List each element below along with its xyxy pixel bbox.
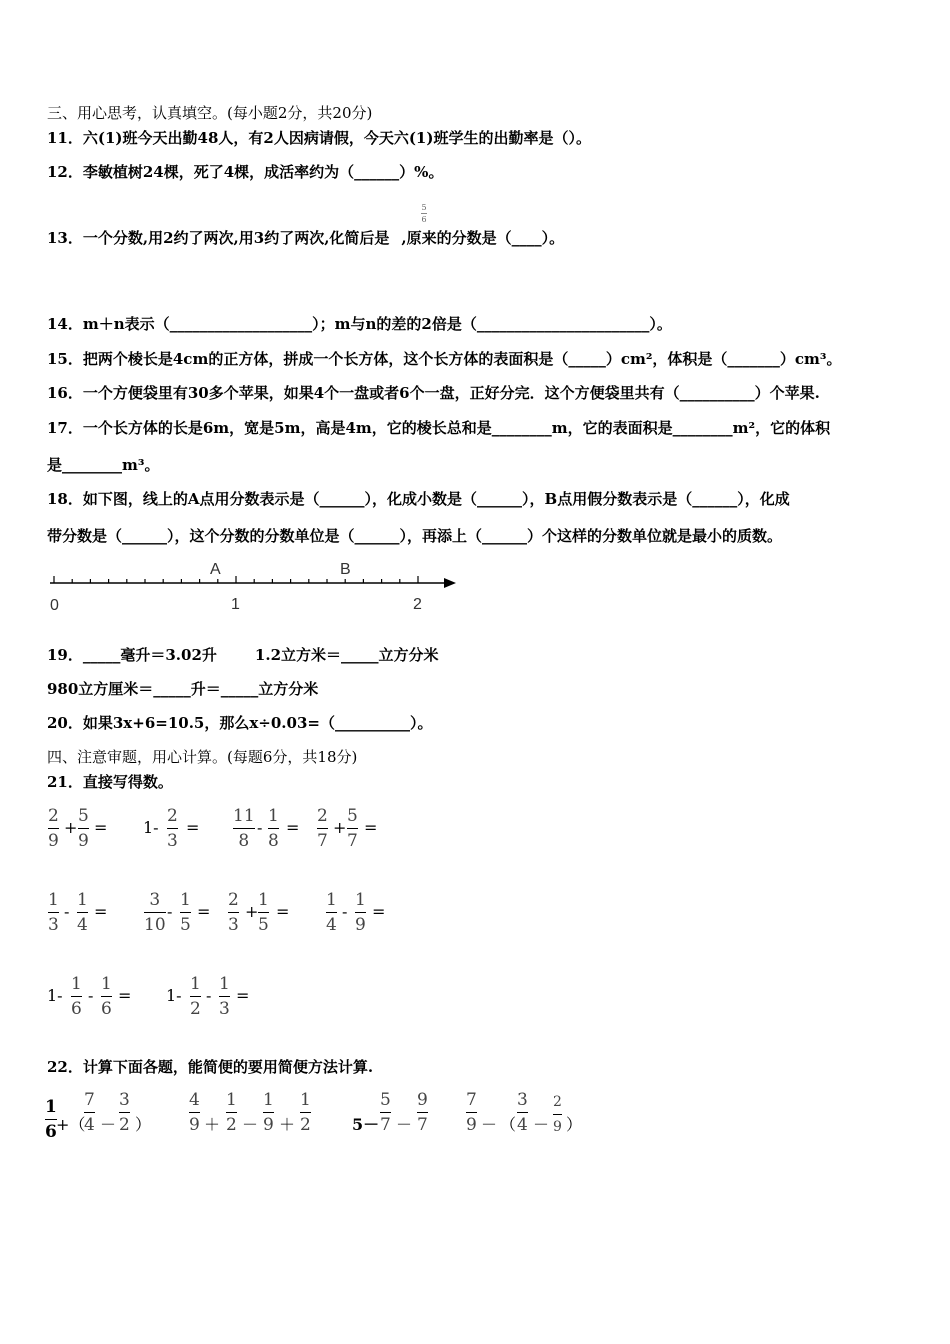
- question-12: 12．李敏植树24棵，死了4棵，成活率约为（______）%。: [47, 163, 444, 181]
- fraction: 5 9: [78, 806, 89, 851]
- tick-label-2: 2: [413, 596, 422, 613]
- fraction: 1 5: [258, 890, 269, 935]
- question-18-line2: 带分数是（______），这个分数的分数单位是（______），再添上（______）个这样的分数单位就是最小的质数。: [47, 527, 783, 545]
- point-a-label: A: [210, 561, 221, 578]
- question-19-part1: 19．_____毫升＝3.02升: [47, 646, 217, 664]
- question-14: 14．m＋n表示（___________________）；m与n的差的2倍是（_______________________）。: [47, 315, 672, 333]
- plus-sign: +: [333, 818, 347, 837]
- question-11: 11．六(1)班今天出勤48人，有2人因病请假，今天六(1)班学生的出勤率是（）。: [47, 129, 591, 147]
- plus-sign: +: [245, 902, 259, 921]
- question-17-line2: 是________m³。: [47, 456, 160, 474]
- minus-sign: －: [100, 1115, 117, 1134]
- equals-sign: =: [186, 818, 200, 837]
- tick-label-0: 0: [50, 597, 59, 614]
- equals-sign: =: [276, 902, 290, 921]
- minus-sign: －: [533, 1115, 550, 1134]
- fraction: 11 8: [233, 806, 255, 851]
- minus-sign: -: [64, 902, 70, 921]
- equals-sign: =: [372, 902, 386, 921]
- tick-label-1: 1: [231, 596, 240, 613]
- question-17-line1: 17．一个长方体的长是6m，宽是5m，高是4m，它的棱长总和是________m，它的表面积是________m²，它的体积: [47, 419, 831, 437]
- number-line: [44, 558, 464, 618]
- fraction: 3 10: [144, 890, 166, 935]
- section-3-header: 三、用心思考，认真填空。(每小题2分，共20分): [47, 104, 373, 122]
- number-line-arrow: [444, 578, 456, 588]
- fraction: 1 3: [219, 974, 230, 1019]
- fraction-denominator: 6: [421, 215, 427, 224]
- minus-sign: -: [206, 986, 212, 1005]
- fraction: 2 9: [48, 806, 59, 851]
- fraction: 2 3: [228, 890, 239, 935]
- plus-sign: ＋: [204, 1115, 221, 1134]
- fraction: 1 4: [77, 890, 88, 935]
- fraction: 1 2: [190, 974, 201, 1019]
- question-16: 16．一个方便袋里有30多个苹果，如果4个一盘或者6个一盘，正好分完．这个方便袋里共有（__________）个苹果.: [47, 384, 820, 402]
- question-15: 15．把两个棱长是4cm的正方体，拼成一个长方体，这个长方体的表面积是（_____）cm²，体积是（_______）cm³。: [47, 350, 842, 368]
- question-13-before: 13．一个分数,用2约了两次,用3约了两次,化简后是: [47, 229, 390, 247]
- fraction: 7 4: [84, 1090, 95, 1135]
- question-22-title: 22．计算下面各题，能简便的要用简便方法计算.: [47, 1058, 374, 1076]
- plus-open-paren: +（: [56, 1115, 86, 1134]
- fraction-numerator: 5: [421, 203, 427, 212]
- minus-sign: -: [257, 818, 263, 837]
- minus-sign: -: [167, 902, 173, 921]
- fraction: 1 8: [268, 806, 279, 851]
- close-paren: ）: [135, 1115, 152, 1134]
- fraction: 7 9: [466, 1090, 477, 1135]
- equals-sign: =: [286, 818, 300, 837]
- question-19-line1: [47, 645, 439, 665]
- equals-sign: =: [94, 818, 108, 837]
- one-minus: 1-: [47, 986, 63, 1005]
- close-paren: ）: [566, 1115, 583, 1134]
- fraction: 1 4: [326, 890, 337, 935]
- fraction: 1 6: [101, 974, 112, 1019]
- question-19-line2: 980立方厘米＝_____升＝_____立方分米: [47, 680, 319, 698]
- equals-sign: =: [236, 986, 250, 1005]
- five-minus: 5－: [352, 1115, 380, 1134]
- fraction: 1 5: [180, 890, 191, 935]
- fraction: 3 2: [119, 1090, 130, 1135]
- equals-sign: =: [118, 986, 132, 1005]
- fraction: 1 3: [48, 890, 59, 935]
- fraction: 2 3: [167, 806, 178, 851]
- question-13-after: ,原来的分数是（____）。: [401, 229, 565, 247]
- fraction: 1 9: [355, 890, 366, 935]
- equals-sign: =: [94, 902, 108, 921]
- one-minus: 1-: [143, 818, 159, 837]
- plus-sign: +: [64, 818, 78, 837]
- question-18-line1: 18．如下图，线上的A点用分数表示是（______），化成小数是（______），B点用假分数表示是（______），化成: [47, 490, 790, 508]
- fraction: 9 7: [417, 1090, 428, 1135]
- fraction: 2 9: [553, 1094, 562, 1135]
- equals-sign: =: [197, 902, 211, 921]
- minus-sign: -: [342, 902, 348, 921]
- plus-sign: ＋: [279, 1115, 296, 1134]
- equals-sign: =: [364, 818, 378, 837]
- one-minus: 1-: [166, 986, 182, 1005]
- fraction: 1 9: [263, 1090, 274, 1135]
- fraction: 5 7: [380, 1090, 391, 1135]
- question-21-title: 21．直接写得数。: [47, 773, 173, 791]
- minus-sign: -: [88, 986, 94, 1005]
- fraction: 1 2: [226, 1090, 237, 1135]
- open-paren: （: [500, 1115, 517, 1134]
- fraction: 1 2: [300, 1090, 311, 1135]
- minus-sign: －: [481, 1115, 498, 1134]
- fraction: 4 9: [189, 1090, 200, 1135]
- fraction: 3 4: [517, 1090, 528, 1135]
- number-line-ticks: [54, 576, 418, 583]
- fraction: 5 7: [347, 806, 358, 851]
- fraction: 1 6: [45, 1097, 57, 1142]
- question-19-part2: 1.2立方米＝_____立方分米: [254, 646, 439, 664]
- minus-sign: －: [242, 1115, 259, 1134]
- fraction: 1 6: [71, 974, 82, 1019]
- question-13: [47, 228, 564, 248]
- minus-sign: －: [396, 1115, 413, 1134]
- section-4-header: 四、注意审题，用心计算。(每题6分，共18分): [47, 748, 358, 766]
- point-b-label: B: [340, 561, 351, 578]
- fraction: 2 7: [317, 806, 328, 851]
- question-13-fraction: [421, 203, 427, 224]
- question-20: 20．如果3x+6=10.5，那么x÷0.03=（__________）。: [47, 714, 433, 732]
